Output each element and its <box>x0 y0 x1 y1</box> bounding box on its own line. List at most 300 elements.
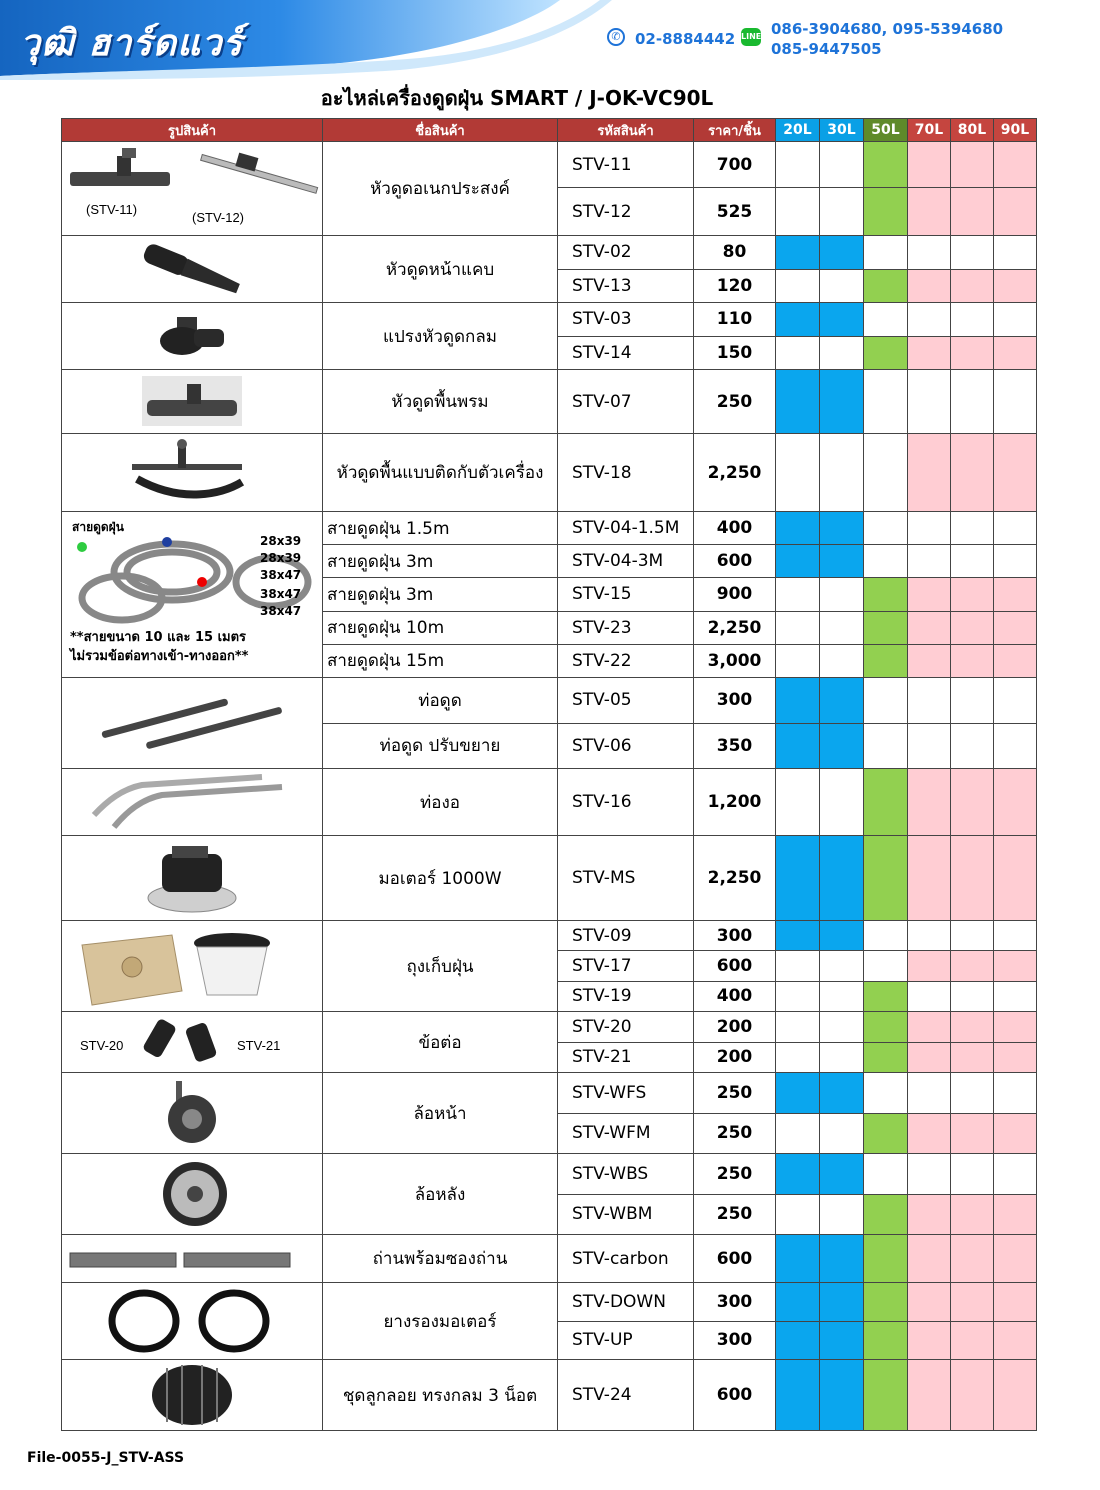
fit-cell-70l <box>908 769 951 836</box>
product-price: 200 <box>694 1012 776 1043</box>
fit-cell-70l <box>908 236 951 270</box>
fit-cell-90l <box>994 921 1037 951</box>
header-size-20l: 20L <box>776 119 820 142</box>
product-name: สายดูดฝุ่น 3m <box>323 545 558 578</box>
table-row <box>62 1012 1037 1043</box>
fit-cell-90l <box>994 769 1037 836</box>
product-image-cell <box>62 1012 323 1073</box>
hose-size-label: 28x39 <box>260 551 302 565</box>
fit-cell-90l <box>994 142 1037 188</box>
squeegee-icon <box>62 434 322 511</box>
product-name: สายดูดฝุ่น 15m <box>323 644 558 677</box>
fit-cell-20l <box>776 336 820 370</box>
fit-cell-50l <box>864 269 908 303</box>
fit-cell-30l <box>820 236 864 270</box>
fit-cell-90l <box>994 512 1037 545</box>
fit-cell-90l <box>994 188 1037 236</box>
product-image-cell <box>62 142 323 236</box>
fit-cell-30l <box>820 336 864 370</box>
fit-cell-50l <box>864 188 908 236</box>
fit-cell-90l <box>994 1235 1037 1283</box>
fit-cell-50l <box>864 336 908 370</box>
fit-cell-80l <box>951 611 994 644</box>
fit-cell-70l <box>908 678 951 724</box>
product-price: 600 <box>694 951 776 981</box>
fit-cell-70l <box>908 578 951 611</box>
fit-cell-30l <box>820 303 864 337</box>
product-name: หัวดูดอเนกประสงค์ <box>323 142 558 236</box>
product-price: 2,250 <box>694 434 776 512</box>
product-image-cell <box>62 678 323 769</box>
fit-cell-70l <box>908 1194 951 1235</box>
fit-cell-80l <box>951 836 994 921</box>
fit-cell-70l <box>908 1042 951 1073</box>
product-code: STV-06 <box>558 723 694 769</box>
fit-cell-50l <box>864 1235 908 1283</box>
header-size-70l: 70L <box>908 119 951 142</box>
product-name: ข้อต่อ <box>323 1012 558 1073</box>
fit-cell-80l <box>951 434 994 512</box>
motor-icon <box>62 836 322 920</box>
table-row <box>62 303 1037 337</box>
fit-cell-80l <box>951 769 994 836</box>
table-row <box>62 512 1037 545</box>
product-name: ท่อดูด ปรับขยาย <box>323 723 558 769</box>
fit-cell-30l <box>820 644 864 677</box>
product-price: 600 <box>694 545 776 578</box>
product-code: STV-carbon <box>558 1235 694 1283</box>
product-price: 300 <box>694 678 776 724</box>
fit-cell-80l <box>951 951 994 981</box>
fit-cell-70l <box>908 611 951 644</box>
header-size-30l: 30L <box>820 119 864 142</box>
fit-cell-80l <box>951 1073 994 1114</box>
table-row <box>62 1360 1037 1431</box>
fit-cell-90l <box>994 1321 1037 1360</box>
product-code: STV-18 <box>558 434 694 512</box>
fit-cell-30l <box>820 142 864 188</box>
fit-cell-90l <box>994 1012 1037 1043</box>
table-row <box>62 142 1037 188</box>
fit-cell-80l <box>951 981 994 1011</box>
table-row <box>62 769 1037 836</box>
fit-cell-70l <box>908 723 951 769</box>
fit-cell-30l <box>820 951 864 981</box>
fit-cell-90l <box>994 678 1037 724</box>
fit-cell-30l <box>820 611 864 644</box>
fit-cell-80l <box>951 1321 994 1360</box>
image-caption: STV-21 <box>237 1038 281 1053</box>
fit-cell-20l <box>776 769 820 836</box>
phone-icon: ✆ <box>607 28 625 46</box>
product-price: 350 <box>694 723 776 769</box>
fit-cell-70l <box>908 836 951 921</box>
product-price: 250 <box>694 1073 776 1114</box>
product-image-cell <box>62 434 323 512</box>
product-name: หัวดูดพื้นพรม <box>323 370 558 434</box>
carpet-nozzle-icon <box>62 370 322 433</box>
product-code: STV-23 <box>558 611 694 644</box>
product-code: STV-MS <box>558 836 694 921</box>
parts-table <box>61 118 1037 1431</box>
fit-cell-90l <box>994 545 1037 578</box>
fit-cell-90l <box>994 1154 1037 1195</box>
fit-cell-30l <box>820 1012 864 1043</box>
dust-bag-icon <box>62 921 322 1011</box>
product-name: สายดูดฝุ่น 3m <box>323 578 558 611</box>
fit-cell-80l <box>951 1194 994 1235</box>
table-header-row <box>62 119 1037 142</box>
fit-cell-20l <box>776 303 820 337</box>
mobile-numbers-1[interactable]: 086-3904680, 095-5394680 <box>771 20 1004 38</box>
product-name: สายดูดฝุ่น 1.5m <box>323 512 558 545</box>
fit-cell-50l <box>864 644 908 677</box>
product-price: 300 <box>694 1321 776 1360</box>
product-code: STV-04-3M <box>558 545 694 578</box>
fit-cell-50l <box>864 545 908 578</box>
product-name: หัวดูดพื้นแบบติดกับตัวเครื่อง <box>323 434 558 512</box>
carbon-brush-icon <box>62 1235 322 1282</box>
product-name: แปรงหัวดูดกลม <box>323 303 558 370</box>
product-price: 3,000 <box>694 644 776 677</box>
fit-cell-80l <box>951 1283 994 1322</box>
fit-cell-70l <box>908 303 951 337</box>
product-price: 110 <box>694 303 776 337</box>
fit-cell-30l <box>820 723 864 769</box>
float-ball-icon <box>62 1360 322 1430</box>
fit-cell-70l <box>908 336 951 370</box>
product-price: 200 <box>694 1042 776 1073</box>
fit-cell-80l <box>951 142 994 188</box>
fit-cell-30l <box>820 269 864 303</box>
fit-cell-70l <box>908 545 951 578</box>
fit-cell-90l <box>994 644 1037 677</box>
fit-cell-50l <box>864 512 908 545</box>
product-code: STV-19 <box>558 981 694 1011</box>
product-code: STV-15 <box>558 578 694 611</box>
product-code: STV-22 <box>558 644 694 677</box>
product-image-cell <box>62 921 323 1012</box>
hose-label: สายดูดฝุ่น <box>72 520 124 534</box>
product-name: ล้อหลัง <box>323 1154 558 1235</box>
fit-cell-20l <box>776 236 820 270</box>
product-image-cell <box>62 1360 323 1431</box>
product-code: STV-04-1.5M <box>558 512 694 545</box>
product-code: STV-WBM <box>558 1194 694 1235</box>
product-code: STV-13 <box>558 269 694 303</box>
fit-cell-30l <box>820 1073 864 1114</box>
fit-cell-70l <box>908 434 951 512</box>
fit-cell-30l <box>820 578 864 611</box>
fit-cell-50l <box>864 981 908 1011</box>
fit-cell-20l <box>776 836 820 921</box>
fit-cell-20l <box>776 188 820 236</box>
fit-cell-90l <box>994 1194 1037 1235</box>
fit-cell-20l <box>776 578 820 611</box>
product-price: 250 <box>694 1113 776 1154</box>
fit-cell-70l <box>908 1360 951 1431</box>
fit-cell-30l <box>820 981 864 1011</box>
fit-cell-20l <box>776 1283 820 1322</box>
fit-cell-80l <box>951 336 994 370</box>
fit-cell-70l <box>908 1321 951 1360</box>
product-price: 300 <box>694 921 776 951</box>
product-price: 400 <box>694 981 776 1011</box>
product-image-cell <box>62 769 323 836</box>
hose-note-line2: ไม่รวมข้อต่อทางเข้า-ทางออก** <box>70 649 249 664</box>
fit-cell-50l <box>864 921 908 951</box>
fit-cell-30l <box>820 921 864 951</box>
fit-cell-20l <box>776 1012 820 1043</box>
product-code: STV-07 <box>558 370 694 434</box>
header-code: รหัสสินค้า <box>558 119 694 142</box>
table-row <box>62 921 1037 951</box>
hose-note <box>70 628 248 666</box>
header-banner <box>0 0 1100 80</box>
fit-cell-80l <box>951 269 994 303</box>
fit-cell-50l <box>864 434 908 512</box>
fit-cell-50l <box>864 1012 908 1043</box>
fit-cell-80l <box>951 578 994 611</box>
fit-cell-30l <box>820 188 864 236</box>
product-image-cell <box>62 236 323 303</box>
fit-cell-90l <box>994 236 1037 270</box>
hose-size-label: 38x47 <box>260 587 302 601</box>
rear-wheel-icon <box>62 1154 322 1234</box>
fit-cell-30l <box>820 1321 864 1360</box>
fit-cell-30l <box>820 836 864 921</box>
fit-cell-90l <box>994 981 1037 1011</box>
product-price: 150 <box>694 336 776 370</box>
product-price: 525 <box>694 188 776 236</box>
fit-cell-70l <box>908 1073 951 1114</box>
fit-cell-90l <box>994 370 1037 434</box>
image-caption: (STV-12) <box>192 210 245 225</box>
fit-cell-90l <box>994 951 1037 981</box>
fit-cell-90l <box>994 303 1037 337</box>
fit-cell-50l <box>864 1113 908 1154</box>
fit-cell-70l <box>908 1154 951 1195</box>
fit-cell-50l <box>864 142 908 188</box>
product-code: STV-24 <box>558 1360 694 1431</box>
fit-cell-50l <box>864 370 908 434</box>
fit-cell-80l <box>951 1235 994 1283</box>
hose-icon <box>62 512 322 677</box>
fit-cell-80l <box>951 644 994 677</box>
product-code: STV-DOWN <box>558 1283 694 1322</box>
product-image-cell <box>62 303 323 370</box>
fit-cell-30l <box>820 1042 864 1073</box>
fit-cell-50l <box>864 1073 908 1114</box>
fit-cell-50l <box>864 1194 908 1235</box>
fit-cell-80l <box>951 1012 994 1043</box>
product-price: 250 <box>694 1194 776 1235</box>
product-price: 600 <box>694 1235 776 1283</box>
straight-tube-icon <box>62 678 322 768</box>
fit-cell-90l <box>994 336 1037 370</box>
hose-size-label: 28x39 <box>260 534 302 548</box>
fit-cell-20l <box>776 142 820 188</box>
product-price: 900 <box>694 578 776 611</box>
product-code: STV-WFS <box>558 1073 694 1114</box>
fit-cell-20l <box>776 434 820 512</box>
bent-tube-icon <box>62 769 322 835</box>
fit-cell-50l <box>864 1360 908 1431</box>
crevice-tool-icon <box>62 236 322 302</box>
fit-cell-30l <box>820 1235 864 1283</box>
fit-cell-50l <box>864 236 908 270</box>
fit-cell-70l <box>908 142 951 188</box>
product-price: 2,250 <box>694 836 776 921</box>
fit-cell-50l <box>864 678 908 724</box>
product-code: STV-WFM <box>558 1113 694 1154</box>
product-price: 1,200 <box>694 769 776 836</box>
fit-cell-90l <box>994 1283 1037 1322</box>
fit-cell-80l <box>951 1154 994 1195</box>
fit-cell-70l <box>908 1235 951 1283</box>
fit-cell-50l <box>864 951 908 981</box>
fit-cell-80l <box>951 188 994 236</box>
fit-cell-30l <box>820 1113 864 1154</box>
brand-logo: วุฒิ ฮาร์ดแวร์ <box>20 23 243 64</box>
header-price: ราคา/ชิ้น <box>694 119 776 142</box>
fit-cell-90l <box>994 836 1037 921</box>
fit-cell-90l <box>994 611 1037 644</box>
fit-cell-30l <box>820 1283 864 1322</box>
product-price: 400 <box>694 512 776 545</box>
fit-cell-80l <box>951 1042 994 1073</box>
product-name: มอเตอร์ 1000W <box>323 836 558 921</box>
product-name: ถ่านพร้อมซองถ่าน <box>323 1235 558 1283</box>
caster-wheel-icon <box>62 1073 322 1153</box>
fit-cell-90l <box>994 269 1037 303</box>
header-size-50l: 50L <box>864 119 908 142</box>
fit-cell-30l <box>820 678 864 724</box>
product-code: STV-03 <box>558 303 694 337</box>
fit-cell-90l <box>994 1360 1037 1431</box>
fit-cell-80l <box>951 1113 994 1154</box>
fit-cell-50l <box>864 1321 908 1360</box>
fit-cell-50l <box>864 769 908 836</box>
fit-cell-70l <box>908 981 951 1011</box>
mobile-numbers-2[interactable]: 085-9447505 <box>771 40 882 58</box>
product-code: STV-02 <box>558 236 694 270</box>
fit-cell-20l <box>776 545 820 578</box>
fit-cell-50l <box>864 836 908 921</box>
fit-cell-90l <box>994 723 1037 769</box>
file-reference: File-0055-J_STV-ASS <box>27 1450 185 1466</box>
fit-cell-20l <box>776 512 820 545</box>
table-row <box>62 1283 1037 1322</box>
product-name: ท่อดูด <box>323 678 558 724</box>
table-row <box>62 1073 1037 1114</box>
fit-cell-20l <box>776 644 820 677</box>
fit-cell-80l <box>951 512 994 545</box>
fit-cell-30l <box>820 545 864 578</box>
fit-cell-90l <box>994 1042 1037 1073</box>
fit-cell-20l <box>776 269 820 303</box>
round-brush-icon <box>62 303 322 369</box>
product-name: ท่องอ <box>323 769 558 836</box>
table-row <box>62 236 1037 270</box>
fit-cell-20l <box>776 611 820 644</box>
fit-cell-50l <box>864 1042 908 1073</box>
product-image-cell <box>62 1283 323 1360</box>
product-image-cell <box>62 1235 323 1283</box>
product-code: STV-WBS <box>558 1154 694 1195</box>
nozzle-icon <box>62 142 322 235</box>
image-caption: STV-20 <box>80 1038 124 1053</box>
header-size-80l: 80L <box>951 119 994 142</box>
fit-cell-30l <box>820 1360 864 1431</box>
fit-cell-80l <box>951 1360 994 1431</box>
hose-size-label: 38x47 <box>260 568 302 582</box>
fit-cell-70l <box>908 1283 951 1322</box>
fit-cell-70l <box>908 269 951 303</box>
fit-cell-30l <box>820 370 864 434</box>
product-code: STV-12 <box>558 188 694 236</box>
fit-cell-20l <box>776 1113 820 1154</box>
fit-cell-80l <box>951 921 994 951</box>
fit-cell-30l <box>820 434 864 512</box>
header-name: ชื่อสินค้า <box>323 119 558 142</box>
fit-cell-30l <box>820 1154 864 1195</box>
product-code: STV-14 <box>558 336 694 370</box>
fit-cell-20l <box>776 678 820 724</box>
product-price: 120 <box>694 269 776 303</box>
fit-cell-70l <box>908 644 951 677</box>
image-caption: (STV-11) <box>86 202 138 217</box>
product-image-cell <box>62 1073 323 1154</box>
product-code: STV-UP <box>558 1321 694 1360</box>
fit-cell-80l <box>951 370 994 434</box>
fit-cell-20l <box>776 370 820 434</box>
fit-cell-80l <box>951 236 994 270</box>
product-code: STV-21 <box>558 1042 694 1073</box>
hose-size-label: 38x47 <box>260 604 302 618</box>
fit-cell-80l <box>951 723 994 769</box>
fit-cell-20l <box>776 921 820 951</box>
product-code: STV-20 <box>558 1012 694 1043</box>
fit-cell-90l <box>994 434 1037 512</box>
fit-cell-70l <box>908 921 951 951</box>
product-code: STV-09 <box>558 921 694 951</box>
fit-cell-80l <box>951 545 994 578</box>
product-name: ถุงเก็บฝุ่น <box>323 921 558 1012</box>
product-price: 80 <box>694 236 776 270</box>
product-code: STV-05 <box>558 678 694 724</box>
product-image-cell <box>62 1154 323 1235</box>
fit-cell-50l <box>864 1154 908 1195</box>
fit-cell-50l <box>864 611 908 644</box>
product-code: STV-16 <box>558 769 694 836</box>
product-price: 250 <box>694 370 776 434</box>
product-name: หัวดูดหน้าแคบ <box>323 236 558 303</box>
fit-cell-20l <box>776 1235 820 1283</box>
fit-cell-50l <box>864 723 908 769</box>
table-row <box>62 1235 1037 1283</box>
connector-icon <box>62 1012 322 1072</box>
fit-cell-20l <box>776 1321 820 1360</box>
product-image-cell <box>62 512 323 678</box>
phone-number[interactable]: 02-8884442 <box>635 30 736 48</box>
fit-cell-20l <box>776 1360 820 1431</box>
fit-cell-90l <box>994 1073 1037 1114</box>
table-row <box>62 836 1037 921</box>
fit-cell-20l <box>776 1042 820 1073</box>
fit-cell-20l <box>776 723 820 769</box>
page-title: อะไหล่เครื่องดูดฝุ่น SMART / J-OK-VC90L <box>320 86 714 110</box>
